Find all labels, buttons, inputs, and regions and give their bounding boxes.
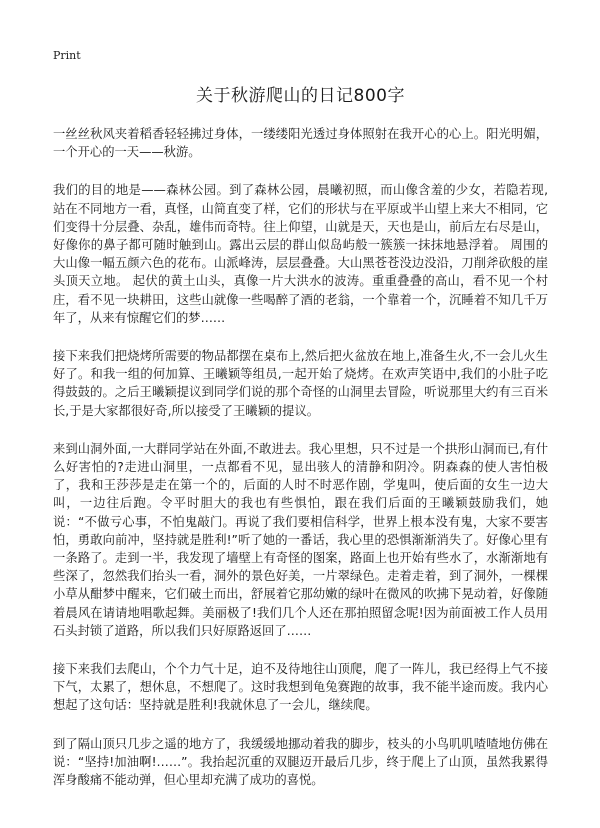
article-body: [53, 125, 548, 789]
article-paragraph: 接下来我们去爬山，个个力气十足，迫不及待地往山顶爬，爬了一阵儿，我已经得上气不接下气，太累了，想休息，不想爬了。这时我想到龟兔赛跑的故事，我不能半途而废。我内心想起了这句话：坚持就是胜利!我就休息了一会儿，继续爬。: [53, 662, 548, 713]
article-paragraph: 我们的目的地是——森林公园。到了森林公园，晨曦初照，而山像含羞的少女，若隐若现,站在不同地方一看，真怪，山简直变了样，它们的形状与在平原或半山望上来大不相同，它们变得十分层叠、杂乱，雄伟而奇特。往上仰望，山就是天，天也是山，前后左右尽是山，好像你的鼻子都可随时触到山。露出云层的群山似岛屿般一簇簇一抹抹地悬浮着。 周围的大山像一幅五颜六色的花布。山派峰涛，层层叠叠。大山黑苍苍没边没沿，刀削斧砍般的崖头顶天立地。 起伏的黄土山头，真像一片大洪水的波涛。重重叠叠的高山，看不见一个村庄，看不见一块耕田，这些山就像一些喝醉了酒的老翁，一个靠着一个，沉睡着不知几千万年了，从来有惊醒它们的梦……: [53, 183, 548, 325]
article-paragraph: 到了隔山顶只几步之遥的地方了，我缓缓地挪动着我的脚步，枝头的小鸟叽叽喳喳地仿佛在说：“坚持!加油啊!……”。我抬起沉重的双腿迈开最后几步，终于爬上了山顶，虽然我累得浑身酸痛不能动弹，但心里却充满了成功的喜悦。: [53, 736, 548, 788]
article-paragraph: 一丝丝秋风夹着稻香轻轻拂过身体，一缕缕阳光透过身体照射在我开心的心上。阳光明媚，一个开心的一天——秋游。: [53, 127, 548, 160]
article-paragraph: 接下来我们把烧烤所需要的物品都摆在桌布上,然后把火盆放在地上,准备生火,不一会儿火生好了。和我一组的何加算、王曦颖等组员,一起开始了烧烤。在欢声笑语中,我们的小肚子吃得鼓鼓的。之后王曦颖提议到同学们说的那个奇怪的山洞里去冒险，听说那里大约有三百米长,于是大家都很好奇,所以接受了王曦颖的提议。: [53, 349, 548, 418]
article-title: 关于秋游爬山的日记800字: [196, 86, 405, 106]
print-link[interactable]: Print: [53, 49, 81, 62]
article-paragraph: 来到山洞外面,一大群同学站在外面,不敢进去。我心里想，只不过是一个拱形山洞而已,有什么好害怕的?走进山洞里，一点都看不见，显出骇人的清静和阴冷。阴森森的使人害怕极了，我和王莎莎是走在第一个的，后面的人时不时恶作剧，学鬼叫，使后面的女生一边大叫，一边往后跑。令平时胆大的我也有些惧怕，跟在我们后面的王曦颖鼓励我们，她说：“不做亏心事，不怕鬼敲门。再说了我们要相信科学，世界上根本没有鬼，大家不要害怕，勇敢向前冲，坚持就是胜利!”听了她的一番话，我心里的恐惧渐渐消失了。好像心里有一条路了。走到一半，我发现了墙壁上有奇怪的图案，路面上也开始有些水了，水渐渐地有些深了，忽然我们抬头一看，洞外的景色好美，一片翠绿色。走着走着，到了洞外，一棵棵小草从酣梦中醒来，它们破土而出，舒展着它那幼嫩的绿叶在微风的吹拂下晃动着，好像随着晨风在请请地唱歌起舞。美丽极了!我们几个人还在那拍照留念呢!因为前面被工作人员用石头封锁了道路，所以我们只好原路返回了……: [53, 441, 548, 638]
